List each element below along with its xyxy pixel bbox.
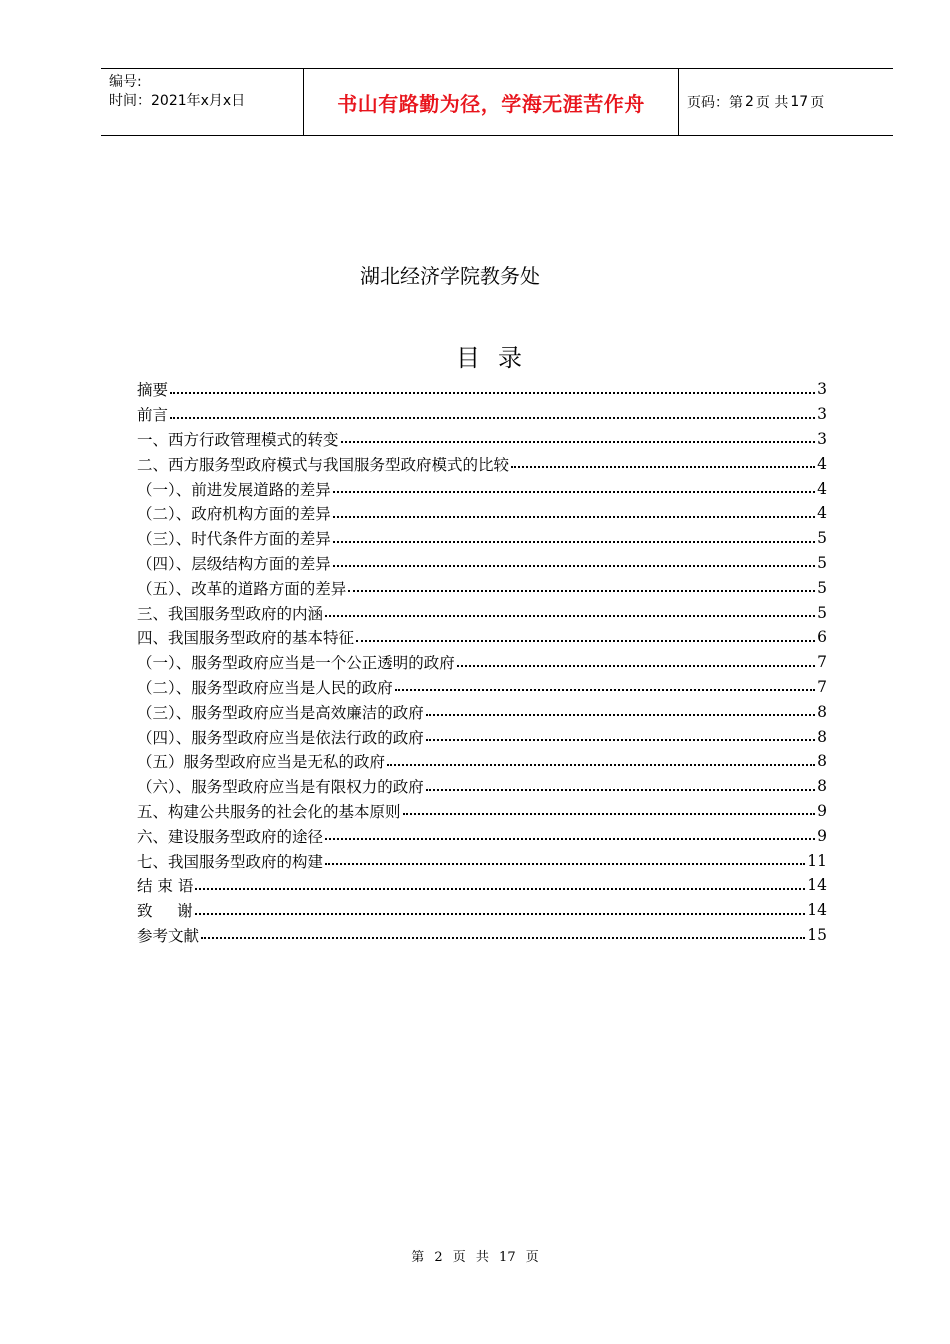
toc-leader-dots bbox=[341, 440, 815, 443]
toc-entry-label: 二、西方服务型政府模式与我国服务型政府模式的比较 bbox=[137, 455, 510, 474]
toc-entry-label: 三、我国服务型政府的内涵 bbox=[137, 604, 324, 623]
toc-entry-label: 四、我国服务型政府的基本特征 bbox=[137, 629, 355, 648]
toc-entry-page: 9 bbox=[817, 826, 827, 845]
toc-entry[interactable] bbox=[137, 600, 827, 625]
toc-entry-label: （一）、服务型政府应当是一个公正透明的政府 bbox=[137, 654, 455, 673]
toc-entry-label: 摘要 bbox=[137, 381, 169, 400]
toc-leader-dots bbox=[333, 540, 815, 543]
toc-entry-page: 4 bbox=[817, 504, 827, 523]
toc-entry[interactable] bbox=[137, 774, 827, 799]
toc-entry[interactable] bbox=[137, 575, 827, 600]
toc-entry-page: 3 bbox=[817, 429, 827, 448]
toc-entry-page: 3 bbox=[817, 380, 827, 399]
toc-entry[interactable] bbox=[137, 526, 827, 551]
toc-entry[interactable] bbox=[137, 848, 827, 873]
toc-entry[interactable] bbox=[137, 898, 827, 923]
toc-title: 目录 bbox=[456, 344, 540, 372]
toc-entry-page: 9 bbox=[817, 801, 827, 820]
toc-entry[interactable] bbox=[137, 675, 827, 700]
toc-entry-page: 8 bbox=[817, 702, 827, 721]
toc-entry-page: 11 bbox=[807, 851, 827, 870]
toc-entry-page: 8 bbox=[817, 777, 827, 796]
page-current: 2 bbox=[745, 94, 754, 110]
toc-leader-dots bbox=[325, 614, 815, 617]
toc-entry-page: 8 bbox=[817, 727, 827, 746]
toc-leader-dots bbox=[333, 515, 815, 518]
toc-entry[interactable] bbox=[137, 427, 827, 452]
toc-entry-page: 7 bbox=[817, 653, 827, 672]
toc-entry-label: （六）、服务型政府应当是有限权力的政府 bbox=[137, 778, 424, 797]
page-suffix: 页 bbox=[810, 95, 825, 111]
toc-leader-dots bbox=[195, 887, 805, 890]
toc-entry-label: 七、我国服务型政府的构建 bbox=[137, 852, 324, 871]
toc-entry-page: 6 bbox=[817, 628, 827, 647]
toc-entry-label: 五、构建公共服务的社会化的基本原则 bbox=[137, 802, 401, 821]
toc-entry[interactable] bbox=[137, 799, 827, 824]
toc-entry-label: 六、建设服务型政府的途径 bbox=[137, 827, 324, 846]
toc-entry[interactable] bbox=[137, 451, 827, 476]
toc-entry-label: （四）、层级结构方面的差异 bbox=[137, 554, 331, 573]
toc-entry-label: （二）、政府机构方面的差异 bbox=[137, 505, 331, 524]
toc-entry[interactable] bbox=[137, 749, 827, 774]
page-total: 17 bbox=[790, 94, 809, 110]
toc-entry[interactable] bbox=[137, 724, 827, 749]
toc-leader-dots bbox=[387, 763, 815, 766]
toc-entry-label: （三）、时代条件方面的差异 bbox=[137, 530, 331, 549]
toc-entry-label: 结 束 语 bbox=[137, 877, 194, 896]
toc-entry-page: 5 bbox=[817, 529, 827, 548]
header-motto: 书山有路勤为径，学海无涯苦作舟 bbox=[304, 69, 679, 135]
toc-entry-label: （五）、改革的道路方面的差异 bbox=[137, 579, 347, 598]
toc-leader-dots bbox=[511, 465, 815, 468]
toc-entry[interactable] bbox=[137, 476, 827, 501]
toc-entry-page: 5 bbox=[817, 603, 827, 622]
page-header bbox=[101, 68, 893, 136]
toc-entry-page: 7 bbox=[817, 677, 827, 696]
toc-entry-page: 14 bbox=[807, 876, 827, 895]
toc-leader-dots bbox=[426, 738, 815, 741]
toc-entry-page: 3 bbox=[817, 405, 827, 424]
toc-entry[interactable] bbox=[137, 873, 827, 898]
time-label: 时间：2021年x月x日 bbox=[109, 93, 246, 109]
toc-leader-dots bbox=[348, 589, 815, 592]
toc-entry-label: 致 谢 bbox=[137, 902, 193, 921]
institution-name: 湖北经济学院教务处 bbox=[360, 264, 540, 288]
toc-entry-label: （二）、服务型政府应当是人民的政府 bbox=[137, 678, 393, 697]
toc-entry-page: 5 bbox=[817, 578, 827, 597]
toc-entry-page: 4 bbox=[817, 479, 827, 498]
toc-leader-dots bbox=[201, 936, 805, 939]
toc-leader-dots bbox=[457, 664, 815, 667]
header-page-info bbox=[679, 69, 893, 135]
toc-entry[interactable] bbox=[137, 551, 827, 576]
toc-leader-dots bbox=[195, 912, 806, 915]
toc-entry[interactable] bbox=[137, 501, 827, 526]
toc-entry[interactable] bbox=[137, 402, 827, 427]
toc-entry[interactable] bbox=[137, 377, 827, 402]
toc-leader-dots bbox=[403, 812, 815, 815]
toc-entry-label: （一）、前进发展道路的差异 bbox=[137, 480, 331, 499]
toc-leader-dots bbox=[356, 639, 815, 642]
toc-entry[interactable] bbox=[137, 699, 827, 724]
toc-leader-dots bbox=[395, 688, 815, 691]
toc-entry-page: 15 bbox=[807, 925, 827, 944]
toc-entry-label: 一、西方行政管理模式的转变 bbox=[137, 430, 339, 449]
toc-entry-page: 8 bbox=[817, 752, 827, 771]
header-meta bbox=[101, 69, 304, 135]
number-label: 编号: bbox=[109, 74, 142, 90]
toc-entry-page: 4 bbox=[817, 454, 827, 473]
toc-leader-dots bbox=[426, 788, 815, 791]
toc-leader-dots bbox=[170, 416, 815, 419]
toc-leader-dots bbox=[333, 564, 815, 567]
page-prefix: 页码：第 bbox=[687, 95, 743, 111]
toc-leader-dots bbox=[325, 837, 815, 840]
toc-entry-page: 5 bbox=[817, 553, 827, 572]
table-of-contents bbox=[137, 377, 827, 947]
toc-leader-dots bbox=[170, 391, 815, 394]
toc-entry[interactable] bbox=[137, 823, 827, 848]
toc-entry-label: （五）服务型政府应当是无私的政府 bbox=[137, 753, 386, 772]
toc-entry-label: （三）、服务型政府应当是高效廉洁的政府 bbox=[137, 703, 424, 722]
toc-entry-label: 参考文献 bbox=[137, 926, 200, 945]
toc-entry[interactable] bbox=[137, 923, 827, 948]
toc-leader-dots bbox=[325, 862, 805, 865]
toc-leader-dots bbox=[426, 713, 815, 716]
page-mid: 页 共 bbox=[755, 95, 789, 111]
toc-entry-label: 前言 bbox=[137, 406, 169, 425]
toc-entry[interactable] bbox=[137, 625, 827, 650]
toc-entry-label: （四）、服务型政府应当是依法行政的政府 bbox=[137, 728, 424, 747]
page-footer: 第 2 页 共 17 页 bbox=[411, 1250, 539, 1265]
toc-entry[interactable] bbox=[137, 650, 827, 675]
toc-entry-page: 14 bbox=[807, 901, 827, 920]
toc-leader-dots bbox=[333, 490, 815, 493]
